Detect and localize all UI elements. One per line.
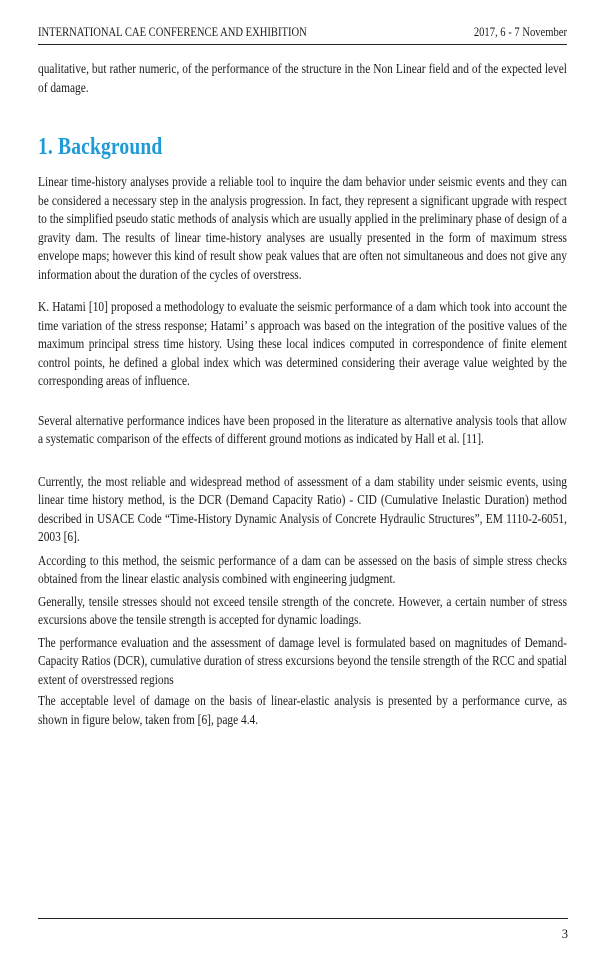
- content-area: [38, 0, 567, 730]
- paragraph-alternative-indices: Several alternative performance indices have been proposed in the literature as alternative analysis tools that allow a systematic comparison of the effects of different ground motions as indicated by Hall et al. [11].: [38, 413, 567, 447]
- paragraph-according-method: According to this method, the seismic performance of a dam can be assessed on the basis of simple stress checks obtained from the linear elastic analysis combined with engineering judgment.: [38, 553, 567, 587]
- header-conference-title: INTERNATIONAL CAE CONFERENCE AND EXHIBITION: [38, 24, 307, 39]
- intro-paragraph: qualitative, but rather numeric, of the performance of the structure in the Non Linear field and of the expected level of damage.: [38, 62, 567, 96]
- paragraph-acceptable-damage: The acceptable level of damage on the basis of linear-elastic analysis is presented by a performance curve, as shown in figure below, taken from [6], page 4.4.: [38, 694, 567, 728]
- header-date: 2017, 6 - 7 November: [473, 24, 567, 39]
- paragraph-hatami-methodology: K. Hatami [10] proposed a methodology to evaluate the seismic performance of a dam which took into account the time variation of the stress response; Hatami’ s approach was based on the integration of the positive values of the maximum principal stress time history. Using these local indices computed in correspondence of finite element control points, he defined a global index which was determined considering their average value weighted by the corresponding areas of influence.: [38, 300, 567, 389]
- paragraph-linear-time-history: Linear time-history analyses provide a reliable tool to inquire the dam behavior under seismic events and they can be considered a necessary step in the analysis progression. In fact, they represent a significant upgrade with respect to the simplified pseudo static methods of analysis which are usually applied in the preliminary phase of design of a gravity dam. The results of linear time-history analyses are usually presented in the form of maximum stress envelope maps; however this kind of result show peak values that are often not simultaneous and does not give any information about the duration of the cycles of overstress.: [38, 175, 567, 283]
- paragraph-tensile-stresses: Generally, tensile stresses should not exceed tensile strength of the concrete. However, a certain number of stress excursions above the tensile strength is accepted for dynamic loadings.: [38, 594, 567, 628]
- paragraph-dcr-cid-method: Currently, the most reliable and widespread method of assessment of a dam stability under seismic events, using linear time history method, is the DCR (Demand Capacity Ratio) - CID (Cumulative Inelastic Duration) method described in USACE Code “Time-History Dynamic Analysis of Concrete Hydraulic Structures”, EM 1110-2-6051, 2003 [6].: [38, 474, 567, 545]
- page-header: [38, 0, 567, 45]
- footer-rule: [38, 918, 568, 919]
- section-heading: 1. Background: [38, 134, 163, 160]
- paragraph-performance-evaluation: The performance evaluation and the assessment of damage level is formulated based on magnitudes of Demand-Capacity Ratios (DCR), cumulative duration of stress excursions beyond the tensile strength of the RCC and spatial extent of overstressed regions: [38, 635, 567, 688]
- page-number: 3: [561, 927, 568, 941]
